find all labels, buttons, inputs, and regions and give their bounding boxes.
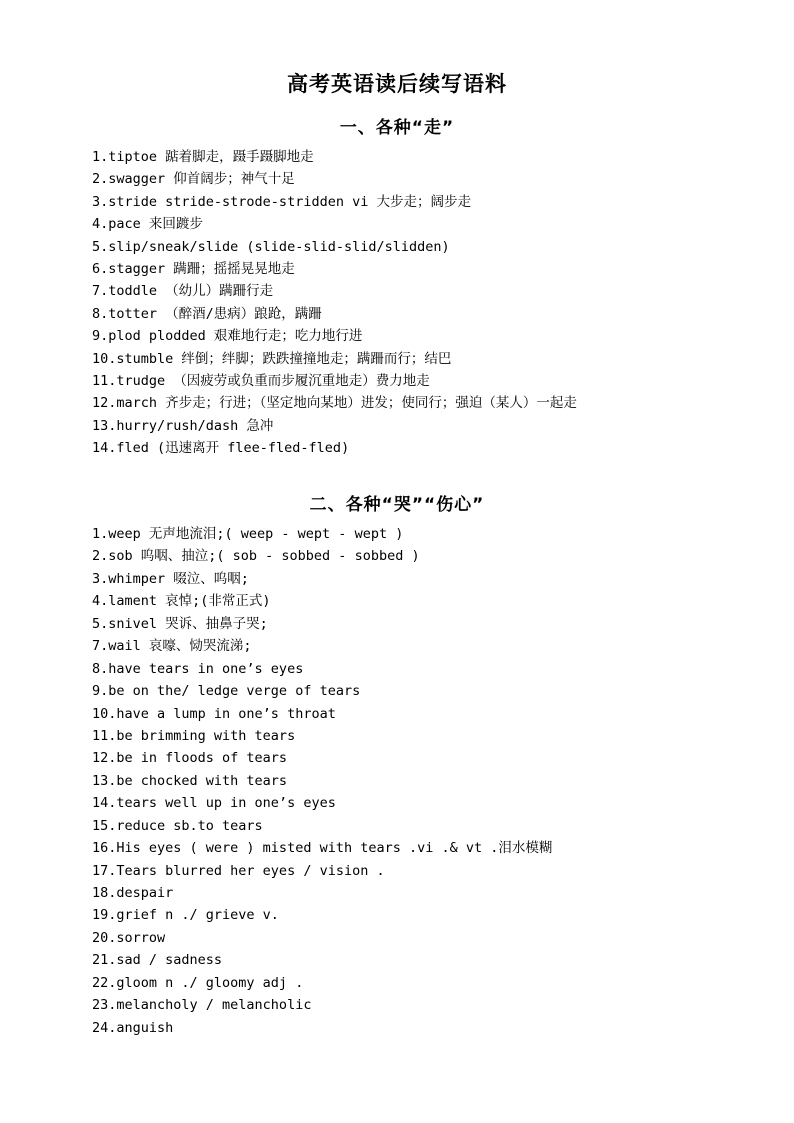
list-item: 13.hurry/rush/dash 急冲	[92, 417, 274, 434]
list-item: 7.wail 哀嚎、恸哭流涕;	[92, 638, 252, 655]
list-item: 22.gloom n ./ gloomy adj .	[92, 974, 304, 991]
list-item: 14.tears well up in one’s eyes	[92, 795, 336, 812]
list-item: 11.trudge （因疲劳或负重而步履沉重地走）费力地走	[92, 372, 430, 389]
cry-vocabulary-list	[92, 523, 772, 1039]
list-item: 19.grief n ./ grieve v.	[92, 907, 279, 924]
list-item: 5.slip/sneak/slide (slide-slid-slid/slidden)	[92, 238, 450, 255]
list-item: 4.pace 来回踱步	[92, 216, 203, 233]
list-item: 2.sob 呜咽、抽泣;( sob - sobbed - sobbed )	[92, 548, 420, 565]
list-item: 8.have tears in one’s eyes	[92, 660, 304, 677]
list-item: 6.stagger 蹒跚；摇摇晃晃地走	[92, 260, 295, 277]
list-item: 9.plod plodded 艰难地行走；吃力地行进	[92, 328, 363, 345]
list-item: 13.be chocked with tears	[92, 772, 288, 789]
list-item: 10.stumble 绊倒；绊脚；跌跌撞撞地走；蹒跚而行；结巴	[92, 350, 452, 367]
list-item: 17.Tears blurred her eyes / vision .	[92, 862, 385, 879]
document-title: 高考英语读后续写语料	[287, 72, 507, 96]
list-item: 12.march 齐步走；行进；（坚定地向某地）进发；使同行；强迫（某人）一起走	[92, 395, 577, 412]
section-heading-cry: 二、各种“哭”“伤心”	[309, 495, 485, 515]
list-item: 3.stride stride-strode-stridden vi 大步走；阔步走	[92, 193, 471, 210]
list-item: 1.weep 无声地流泪;( weep - wept - wept )	[92, 526, 404, 542]
list-item: 20.sorrow	[92, 929, 166, 946]
list-item: 21.sad / sadness	[92, 952, 223, 969]
list-item: 12.be in floods of tears	[92, 750, 288, 767]
list-item: 1.tiptoe 踮着脚走，蹑手蹑脚地走	[92, 149, 314, 165]
section-heading-walk: 一、各种“走”	[339, 118, 455, 138]
list-item: 10.have a lump in one’s throat	[92, 705, 336, 722]
list-item: 23.melancholy / melancholic	[92, 997, 312, 1014]
list-item: 3.whimper 啜泣、呜咽;	[92, 570, 249, 587]
list-item: 24.anguish	[92, 1019, 174, 1036]
list-item: 8.totter （醉酒/患病）踉跄，蹒跚	[92, 305, 322, 322]
list-item: 14.fled (迅速离开 flee-fled-fled)	[92, 440, 350, 457]
list-item: 15.reduce sb.to tears	[92, 817, 263, 834]
list-item: 11.be brimming with tears	[92, 727, 296, 744]
list-item: 7.toddle （幼儿）蹒跚行走	[92, 283, 274, 300]
list-item: 5.snivel 哭诉、抽鼻子哭;	[92, 615, 268, 632]
list-item: 18.despair	[92, 885, 174, 901]
list-item: 16.His eyes ( were ) misted with tears .vi .& vt .泪水模糊	[92, 840, 553, 857]
list-item: 9.be on the/ ledge verge of tears	[92, 683, 361, 700]
list-item: 2.swagger 仰首阔步；神气十足	[92, 171, 295, 188]
list-item: 4.lament 哀悼;(非常正式)	[92, 593, 271, 610]
walk-vocabulary-list	[92, 146, 772, 459]
